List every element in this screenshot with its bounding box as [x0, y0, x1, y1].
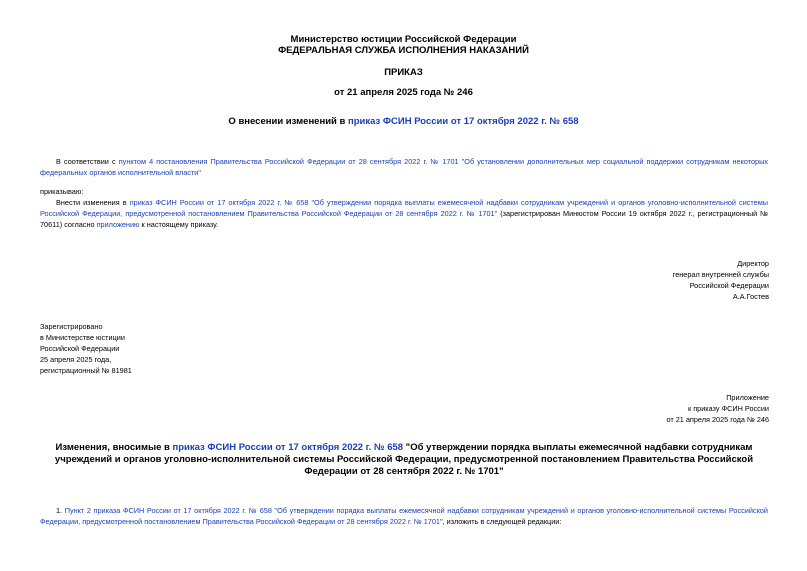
registration-line-5: регистрационный № 81981: [40, 366, 132, 375]
item-1-paragraph: [40, 505, 768, 527]
doc-date-number: от 21 апреля 2025 года № 246: [334, 87, 473, 98]
registration-line-1: Зарегистрировано: [40, 322, 103, 331]
body-text-2: (зарегистрирован Минюстом России 19 октября 2022 г., регистрационный № 70611) согласно: [40, 209, 769, 229]
service-heading: ФЕДЕРАЛЬНАЯ СЛУЖБА ИСПОЛНЕНИЯ НАКАЗАНИЙ: [278, 45, 529, 56]
body-link-appendix[interactable]: приложению: [96, 220, 140, 229]
registration-block: [40, 321, 240, 376]
ministry-heading: Министерство юстиции Российской Федерации: [290, 34, 517, 45]
signature-line-3: Российской Федерации: [689, 281, 769, 290]
signature-line-4: А.А.Гостев: [732, 292, 769, 301]
page-title: [0, 116, 807, 127]
signature-block: [569, 258, 769, 302]
appendix-block: [569, 392, 769, 425]
preamble-paragraph: [40, 156, 768, 178]
appendix-line-2: к приказу ФСИН России: [688, 404, 769, 413]
changes-title-link[interactable]: приказ ФСИН России от 17 октября 2022 г. № 658: [172, 442, 404, 453]
item-1-number: 1.: [56, 506, 65, 515]
registration-line-3: Российской Федерации: [40, 344, 120, 353]
signature-line-2: генерал внутренней службы: [672, 270, 769, 279]
preamble-link[interactable]: пунктом 4 постановления Правительства Российской Федерации от 28 сентября 2022 г. № 1701 "Об установлении дополнительных мер социальной поддержки сотрудникам некоторых федеральных органов исполнительной власти": [40, 157, 769, 177]
changes-title: [40, 442, 768, 478]
preamble-text: В соответствии с: [56, 157, 119, 166]
registration-line-2: в Министерстве юстиции: [40, 333, 125, 342]
appendix-line-1: Приложение: [726, 393, 769, 402]
body-paragraph: [40, 197, 768, 230]
item-1-link[interactable]: Пункт 2 приказа ФСИН России от 17 октября 2022 г. № 658 "Об утверждении порядка выплаты ежемесячной надбавки сотрудникам учреждений и органов уголовно-исполнительной системы Российской Федерации, предусмотренной постановлением Правительства Российской Федерации от 28 сентября 2022 г. № 1701": [40, 506, 768, 526]
body-link-order[interactable]: приказ ФСИН России от 17 октября 2022 г. № 658 "Об утверждении порядка выплаты ежемесячной надбавки сотрудникам учреждений и органов уголовно-исполнительной системы Российской Федерации, предусмотренной постановлением Правительства Российской Федерации от 28 сентября 2022 г. № 1701": [40, 198, 768, 218]
body-text-1: Внести изменения в: [56, 198, 130, 207]
signature-line-1: Директор: [737, 259, 769, 268]
changes-title-prefix: Изменения, вносимые в: [55, 442, 173, 453]
changes-title-rest: "Об утверждении порядка выплаты ежемесячной надбавки сотрудникам учреждений и органов уголовно-исполнительной системы Российской Федерации, предусмотренной постановлением Правительства Российской Федерации от 28 сентября 2022 г. № 1701": [54, 442, 754, 477]
item-1-rest: , изложить в следующей редакции:: [442, 517, 562, 526]
doc-type: ПРИКАЗ: [384, 67, 423, 78]
registration-line-4: 25 апреля 2025 года,: [40, 355, 112, 364]
appendix-line-3: от 21 апреля 2025 года № 246: [666, 415, 769, 424]
title-link[interactable]: приказ ФСИН России от 17 октября 2022 г. № 658: [348, 116, 579, 127]
body-text-3: к настоящему приказу.: [139, 220, 219, 229]
order-word: приказываю:: [40, 187, 84, 196]
title-prefix: О внесении изменений в: [228, 116, 349, 127]
